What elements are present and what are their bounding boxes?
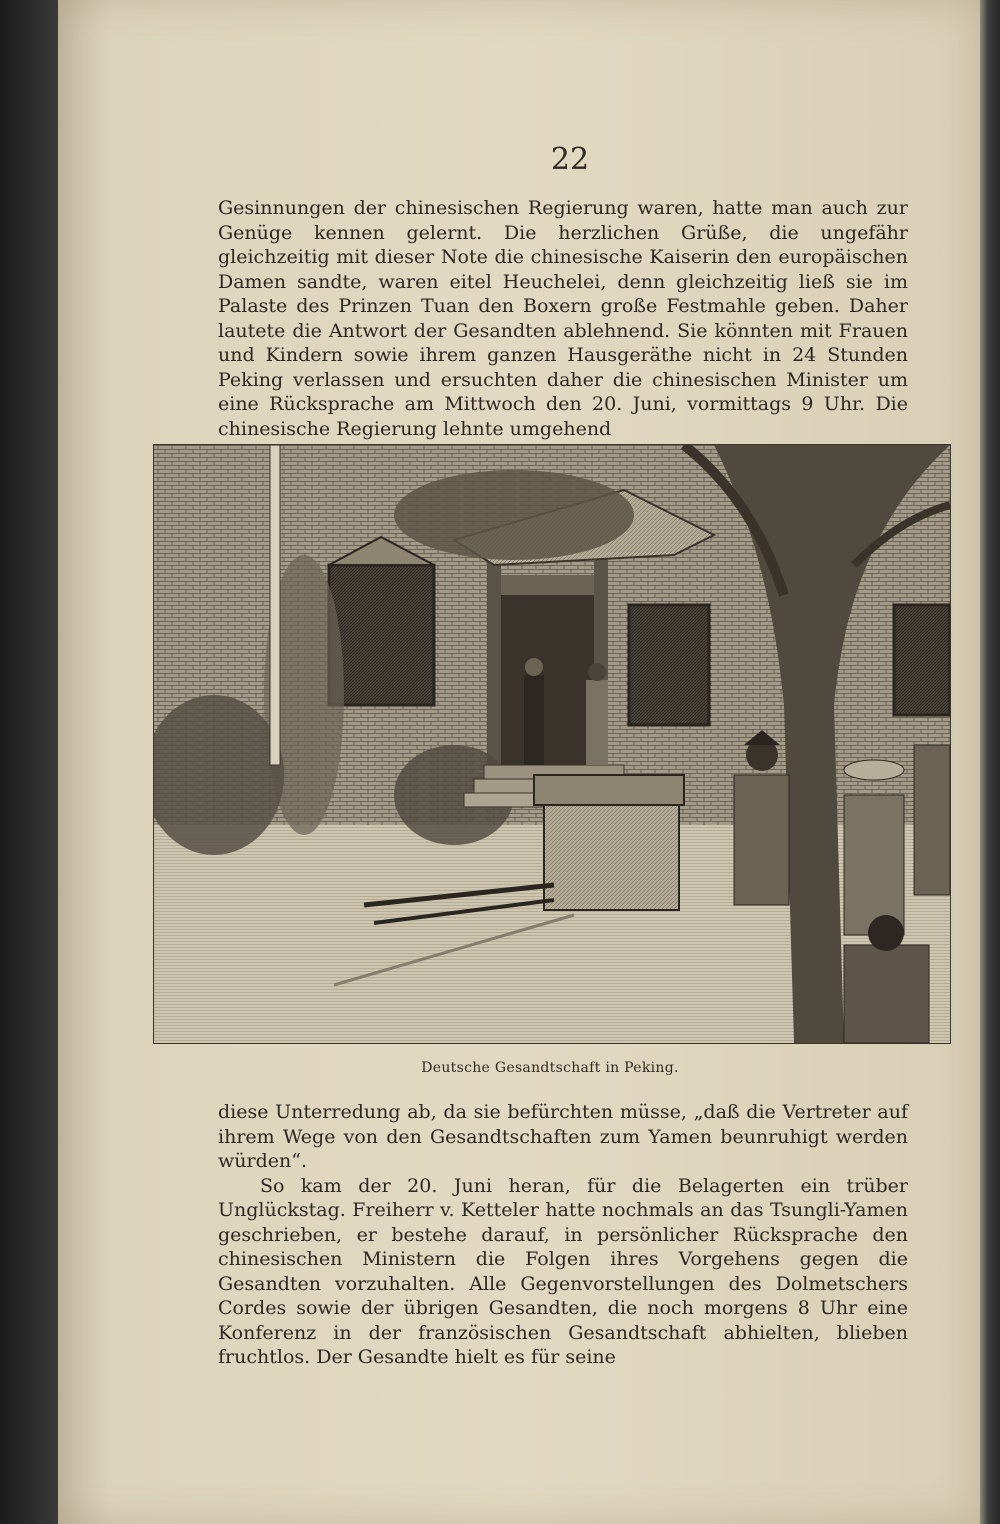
book-binding: [0, 0, 58, 1524]
bottom-text-block: [218, 1100, 908, 1370]
page-number: 22: [550, 142, 590, 177]
book-cover-edge: [980, 0, 1000, 1524]
bottom-paragraph-1: diese Unterredung ab, da sie befürchten müsse, „daß die Vertreter auf ihrem Wege von den Gesandtschaften zum Yamen beunruhigt werden würden“.: [218, 1101, 908, 1172]
top-text-block: [218, 196, 908, 441]
bottom-paragraph-2: So kam der 20. Juni heran, für die Belagerten ein trüber Unglückstag. Freiherr v. Ketteler hatte nochmals an das Tsungli-Yamen geschrieben, er bestehe darauf, in persönlicher Rücksprache den chinesischen Ministern die Folgen ihres Vorgehens gegen die Gesandten vorzuhalten. Alle Gegenvorstellungen des Dolmetschers Cordes sowie der übrigen Gesandten, die noch morgens 8 Uhr eine Konferenz in der französischen Gesandtschaft abhielten, blieben fruchtlos. Der Gesandte hielt es für seine: [218, 1174, 908, 1368]
figure-caption: Deutsche Gesandtschaft in Peking.: [421, 1060, 679, 1076]
engraving-illustration: [153, 444, 951, 1044]
top-paragraph: Gesinnungen der chinesischen Regierung waren, hatte man auch zur Genüge kennen gelernt. Die herzlichen Grüße, die ungefähr gleichzeitig mit dieser Note die chinesische Kaiserin den europäischen Damen sandte, waren eitel Heuchelei, denn gleichzeitig ließ sie im Palaste des Prinzen Tuan den Boxern große Festmahle geben. Daher lautete die Antwort der Gesandten ablehnend. Sie könnten mit Frauen und Kindern sowie ihrem ganzen Hausgeräthe nicht in 24 Stunden Peking verlassen und ersuchten daher die chinesischen Minister um eine Rücksprache am Mittwoch den 20. Juni, vormittags 9 Uhr. Die chinesische Regierung lehnte umgehend: [218, 197, 908, 440]
